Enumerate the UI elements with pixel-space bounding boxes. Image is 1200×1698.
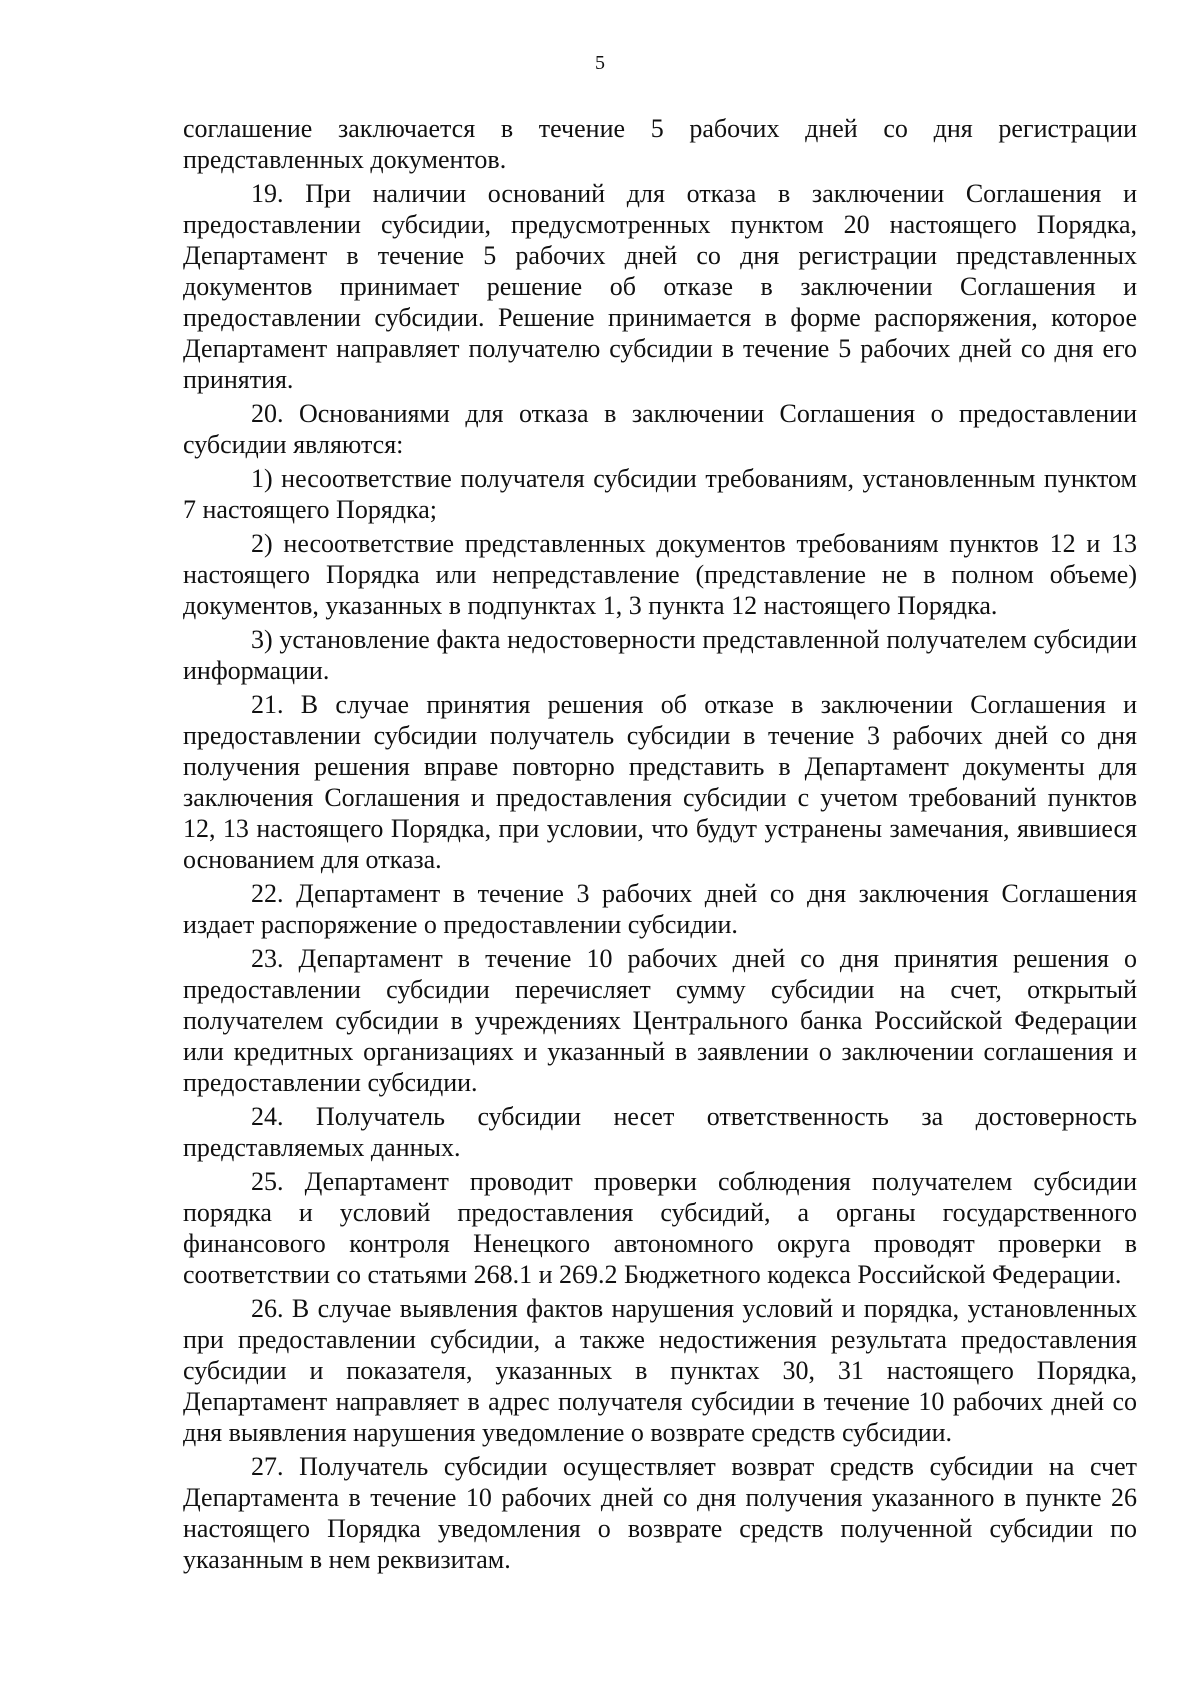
paragraph-26: 26. В случае выявления фактов нарушения условий и порядка, установленных при предоставлении субсидии, а также недостижения результата предоставления субсидии и показателя, указанных в пунктах 30, 31 настоящего Порядка, Департамент направляет в адрес получателя субсидии в течение 10 рабочих дней со дня выявления нарушения уведомление о возврате средств субсидии. <box>183 1294 1137 1447</box>
paragraph-18-continuation: соглашение заключается в течение 5 рабочих дней со дня регистрации представленных документов. <box>183 114 1137 174</box>
paragraph-19: 19. При наличии оснований для отказа в заключении Соглашения и предоставлении субсидии, предусмотренных пунктом 20 настоящего Порядка, Департамент в течение 5 рабочих дней со дня регистрации представленных документов принимает решение об отказе в заключении Соглашения и предоставлении субсидии. Решение принимается в форме распоряжения, которое Департамент направляет получателю субсидии в течение 5 рабочих дней со дня его принятия. <box>183 179 1137 394</box>
paragraph-20-item-1: 1) несоответствие получателя субсидии требованиям, установленным пунктом 7 настоящего Порядка; <box>183 464 1137 524</box>
paragraph-24: 24. Получатель субсидии несет ответственность за достоверность представляемых данных. <box>183 1102 1137 1162</box>
paragraph-22: 22. Департамент в течение 3 рабочих дней со дня заключения Соглашения издает распоряжение о предоставлении субсидии. <box>183 879 1137 939</box>
paragraph-25: 25. Департамент проводит проверки соблюдения получателем субсидии порядка и условий предоставления субсидий, а органы государственного финансового контроля Ненецкого автономного округа проводят проверки в соответствии со статьями 268.1 и 269.2 Бюджетного кодекса Российской Федерации. <box>183 1167 1137 1289</box>
document-body <box>183 113 1137 1578</box>
paragraph-20: 20. Основаниями для отказа в заключении Соглашения о предоставлении субсидии являются: <box>183 399 1137 459</box>
paragraph-20-item-2: 2) несоответствие представленных документов требованиям пунктов 12 и 13 настоящего Порядка или непредставление (представление не в полном объеме) документов, указанных в подпунктах 1, 3 пункта 12 настоящего Порядка. <box>183 529 1137 620</box>
paragraph-20-item-3: 3) установление факта недостоверности представленной получателем субсидии информации. <box>183 625 1137 685</box>
paragraph-23: 23. Департамент в течение 10 рабочих дней со дня принятия решения о предоставлении субсидии перечисляет сумму субсидии на счет, открытый получателем субсидии в учреждениях Центрального банка Российской Федерации или кредитных организациях и указанный в заявлении о заключении соглашения и предоставлении субсидии. <box>183 944 1137 1097</box>
page-number: 5 <box>595 52 605 74</box>
paragraph-27: 27. Получатель субсидии осуществляет возврат средств субсидии на счет Департамента в течение 10 рабочих дней со дня получения указанного в пункте 26 настоящего Порядка уведомления о возврате средств полученной субсидии по указанным в нем реквизитам. <box>183 1452 1137 1574</box>
paragraph-21: 21. В случае принятия решения об отказе в заключении Соглашения и предоставлении субсидии получатель субсидии в течение 3 рабочих дней со дня получения решения вправе повторно представить в Департамент документы для заключения Соглашения и предоставления субсидии с учетом требований пунктов 12, 13 настоящего Порядка, при условии, что будут устранены замечания, явившиеся основанием для отказа. <box>183 690 1137 874</box>
